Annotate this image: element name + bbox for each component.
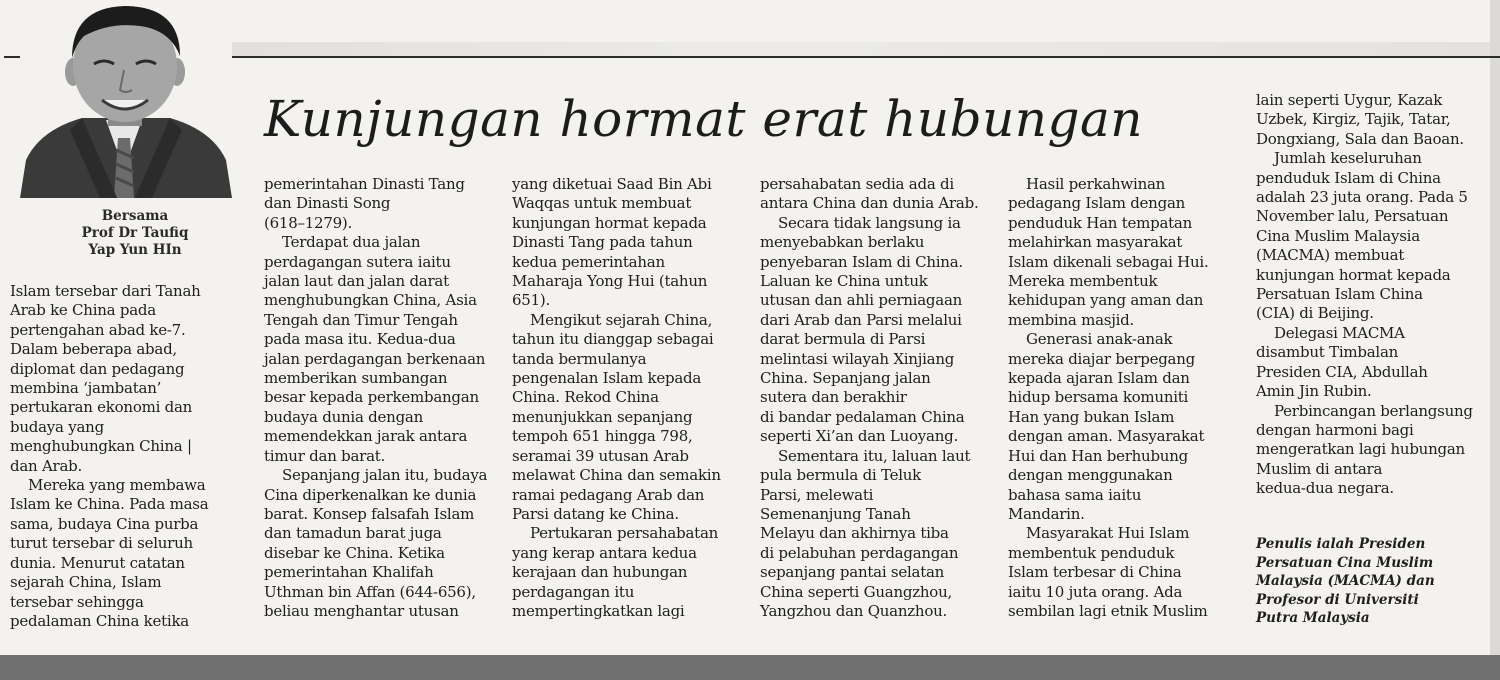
article-line: Parsi datang ke China. (512, 504, 679, 523)
article-line: lain seperti Uygur, Kazak (1256, 91, 1443, 109)
article-line: Tengah dan Timur Tengah (264, 310, 458, 329)
article-line: persahabatan sedia ada di (760, 175, 954, 193)
article-line: jalan perdagangan berkenaan (264, 349, 486, 368)
article-line: Presiden CIA, Abdullah (1256, 362, 1428, 381)
article-line: sama, budaya Cina purba (10, 514, 199, 533)
article-line: pengenalan Islam kepada (512, 369, 702, 388)
article-line: China. Sepanjang jalan (760, 369, 931, 388)
article-line: timur dan barat. (264, 446, 386, 465)
article-line: kepada ajaran Islam dan (1008, 369, 1190, 388)
article-line: tempoh 651 hingga 798, (512, 427, 693, 446)
article-line: Islam terbesar di China (1008, 563, 1182, 582)
article-line: dari Arab dan Parsi melalui (760, 310, 962, 329)
author-photo (20, 0, 232, 198)
article-line: Generasi anak-anak (1026, 330, 1173, 349)
article-line: Hasil perkahwinan (1026, 175, 1166, 193)
article-column-4 (760, 175, 990, 621)
article-column-6 (1256, 91, 1486, 499)
article-line: disambut Timbalan (1256, 343, 1399, 362)
article-line: pedalaman China ketika (10, 611, 189, 630)
article-line: penduduk Han tempatan (1008, 213, 1193, 232)
article-line: China seperti Guangzhou, (760, 582, 952, 601)
article-line: seramai 39 utusan Arab (512, 446, 689, 465)
article-line: tersebar sehingga (10, 592, 144, 611)
article-line: membina ‘jambatan’ (10, 379, 162, 398)
article-line: dengan harmoni bagi (1256, 420, 1414, 439)
article-line: Pertukaran persahabatan (530, 524, 719, 543)
article-line: Uthman bin Affan (644-656), (264, 582, 476, 601)
article-line: dan Arab. (10, 456, 83, 475)
article-line: barat. Konsep falsafah Islam (264, 504, 475, 523)
article-line: pula bermula di Teluk (760, 466, 921, 485)
article-line: Hui dan Han berhubung (1008, 446, 1188, 465)
article-line: Cina diperkenalkan ke dunia (264, 485, 477, 504)
author-note (1256, 535, 1476, 628)
article-line: pertukaran ekonomi dan (10, 398, 193, 417)
bleed-through-strip (232, 42, 1500, 56)
article-line: pertengahan abad ke-7. (10, 320, 186, 339)
article-line: sutera dan berakhir (760, 388, 907, 407)
article-line: Melayu dan akhirnya tiba (760, 524, 949, 543)
byline-line: Bersama (101, 208, 169, 224)
article-line: diplomat dan pedagang (10, 359, 185, 378)
article-line: Uzbek, Kirgiz, Tajik, Tatar, (1256, 110, 1451, 129)
article-line: Islam dikenali sebagai Hui. (1008, 252, 1209, 271)
article-line: hidup bersama komuniti (1008, 388, 1189, 407)
article-line: memendekkan jarak antara (264, 427, 468, 446)
article-line: ramai pedagang Arab dan (512, 485, 705, 504)
article-line: Arab ke China pada (10, 301, 156, 320)
article-line: kedua-dua negara. (1256, 479, 1394, 498)
byline (30, 208, 240, 259)
article-line: Mengikut sejarah China, (530, 310, 713, 329)
article-line: (618–1279). (264, 213, 353, 232)
article-line: pemerintahan Khalifah (264, 563, 434, 582)
article-line: Islam ke China. Pada masa (10, 495, 209, 514)
article-line: Dongxiang, Sala dan Baoan. (1256, 129, 1464, 148)
article-line: penyebaran Islam di China. (760, 252, 963, 271)
article-line: membina masjid. (1008, 310, 1135, 329)
article-line: menghubungkan China, Asia (264, 291, 477, 310)
article-line: Dalam beberapa abad, (10, 340, 177, 359)
article-line: memberikan sumbangan (264, 369, 448, 388)
article-line: di bandar pedalaman China (760, 407, 965, 426)
article-line: menyebabkan berlaku (760, 233, 925, 252)
article-line: dan tamadun barat juga (264, 524, 442, 543)
article-line: dengan aman. Masyarakat (1008, 427, 1205, 446)
article-line: (CIA) di Beijing. (1256, 304, 1374, 323)
article-line: kunjungan hormat kepada (1256, 265, 1451, 284)
article-line: mengeratkan lagi hubungan (1256, 440, 1465, 459)
article-line: pemerintahan Dinasti Tang (264, 175, 465, 193)
article-line: bahasa sama iaitu (1008, 485, 1142, 504)
article-line: Sementara itu, laluan laut (778, 446, 971, 465)
article-line: Persatuan Islam China (1256, 285, 1423, 304)
article-line: kehidupan yang aman dan (1008, 291, 1204, 310)
article-line: Laluan ke China untuk (760, 272, 928, 291)
article-line: seperti Xi’an dan Luoyang. (760, 427, 959, 446)
author-note-line: Malaysia (MACMA) dan (1256, 573, 1435, 590)
article-line: Jumlah keseluruhan (1274, 149, 1422, 168)
article-line: pada masa itu. Kedua-dua (264, 330, 456, 349)
article-line: yang kerap antara kedua (512, 543, 697, 562)
article-line: 651). (512, 291, 551, 310)
article-line: kerajaan dan hubungan (512, 563, 688, 582)
article-line: tahun itu dianggap sebagai (512, 330, 714, 349)
article-line: (MACMA) membuat (1256, 246, 1405, 265)
article-line: Perbincangan berlangsung (1274, 401, 1473, 420)
article-line: melahirkan masyarakat (1008, 233, 1183, 252)
article-line: Terdapat dua jalan (282, 233, 421, 252)
article-line: turut tersebar di seluruh (10, 534, 193, 553)
article-line: sejarah China, Islam (10, 573, 162, 592)
article-line: Masyarakat Hui Islam (1026, 524, 1190, 543)
article-line: November lalu, Persatuan (1256, 207, 1449, 226)
article-line: Amin Jin Rubin. (1256, 382, 1372, 401)
article-line: utusan dan ahli perniagaan (760, 291, 963, 310)
article-line: Sepanjang jalan itu, budaya (282, 466, 488, 485)
article-line: iaitu 10 juta orang. Ada (1008, 582, 1183, 601)
article-line: Maharaja Yong Hui (tahun (512, 272, 708, 291)
author-note-line: Putra Malaysia (1256, 610, 1370, 627)
article-line: kedua pemerintahan (512, 252, 665, 271)
article-line: darat bermula di Parsi (760, 330, 926, 349)
article-line: budaya dunia dengan (264, 407, 424, 426)
article-line: Muslim di antara (1256, 459, 1383, 478)
article-line: di pelabuhan perdagangan (760, 543, 959, 562)
article-line: mereka diajar berpegang (1008, 349, 1196, 368)
article-line: Parsi, melewati (760, 485, 874, 504)
article-line: Mandarin. (1008, 504, 1085, 523)
article-column-3 (512, 175, 742, 621)
headline: Kunjungan hormat erat hubungan (264, 90, 1144, 148)
article-line: perdagangan sutera iaitu (264, 252, 451, 271)
article-line: melintasi wilayah Xinjiang (760, 349, 955, 368)
article-line: dunia. Menurut catatan (10, 553, 185, 572)
article-line: penduduk Islam di China (1256, 168, 1441, 187)
byline-line: Prof Dr Taufiq (81, 225, 189, 241)
article-line: Dinasti Tang pada tahun (512, 233, 693, 252)
article-column-2 (264, 175, 494, 621)
article-column-1 (10, 282, 230, 631)
article-line: Secara tidak langsung ia (778, 213, 961, 232)
article-line: menunjukkan sepanjang (512, 407, 693, 426)
article-line: adalah 23 juta orang. Pada 5 (1256, 188, 1468, 207)
article-line: disebar ke China. Ketika (264, 543, 445, 562)
article-line: jalan laut dan jalan darat (264, 272, 449, 291)
article-line: mempertingkatkan lagi (512, 601, 685, 620)
article-line: menghubungkan China | (10, 437, 192, 456)
article-line: Mereka yang membawa (28, 476, 206, 495)
author-note-line: Persatuan Cina Muslim (1256, 554, 1434, 571)
article-line: melawat China dan semakin (512, 466, 721, 485)
author-note-line: Profesor di Universiti (1256, 591, 1419, 608)
article-line: pedagang Islam dengan (1008, 194, 1186, 213)
article-line: beliau menghantar utusan (264, 601, 459, 620)
article-line: Delegasi MACMA (1274, 323, 1405, 342)
footer-bar (0, 655, 1500, 680)
article-line: besar kepada perkembangan (264, 388, 479, 407)
article-line: dengan menggunakan (1008, 466, 1173, 485)
article-line: tanda bermulanya (512, 349, 647, 368)
article-line: Mereka membentuk (1008, 272, 1158, 291)
article-line: Waqqas untuk membuat (512, 194, 692, 213)
article-line: Semenanjung Tanah (760, 504, 911, 523)
article-line: sepanjang pantai selatan (760, 563, 945, 582)
article-line: antara China dan dunia Arab. (760, 194, 979, 213)
byline-line: Yap Yun HIn (88, 242, 182, 258)
article-line: Cina Muslim Malaysia (1256, 226, 1420, 245)
article-line: membentuk penduduk (1008, 543, 1175, 562)
page-edge (1490, 0, 1500, 680)
article-line: Islam tersebar dari Tanah (10, 282, 201, 300)
article-line: perdagangan itu (512, 582, 635, 601)
article-line: dan Dinasti Song (264, 194, 391, 213)
article-line: Han yang bukan Islam (1008, 407, 1175, 426)
article-line: sembilan lagi etnik Muslim (1008, 601, 1208, 620)
article-line: budaya yang (10, 417, 104, 436)
article-line: Yangzhou dan Quanzhou. (760, 601, 948, 620)
author-note-line: Penulis ialah Presiden (1256, 536, 1426, 552)
article-line: kunjungan hormat kepada (512, 213, 707, 232)
article-column-5 (1008, 175, 1238, 621)
article-line: China. Rekod China (512, 388, 659, 407)
article-line: yang diketuai Saad Bin Abi (512, 175, 712, 193)
